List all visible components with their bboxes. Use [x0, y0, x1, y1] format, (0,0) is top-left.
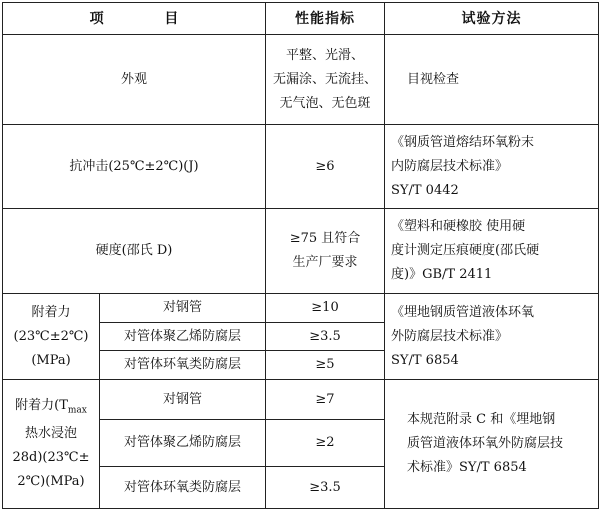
performance-spec-table — [2, 2, 599, 509]
row-hardness — [3, 209, 599, 294]
hardness-indicator — [266, 209, 385, 294]
hardness-method-line: 《塑料和硬橡胶 使用硬 — [391, 219, 526, 234]
adhesion-hot-group-line — [9, 394, 93, 423]
adhesion-group-label — [3, 294, 100, 380]
adhesion-hot-sub-value: ≥3.5 — [266, 467, 385, 509]
appearance-indicator — [266, 35, 385, 125]
appearance-method: 目视检查 — [385, 35, 599, 125]
adhesion-hot-method — [385, 380, 599, 509]
impact-method-line: 《钢质管道熔结环氧粉末 — [391, 134, 535, 150]
adhesion-hot-sub-value: ≥7 — [266, 380, 385, 420]
adhesion-hot-sub-label: 对管体聚乙烯防腐层 — [100, 420, 266, 467]
adhesion-hot-group-label — [3, 380, 100, 509]
appearance-item: 外观 — [3, 35, 266, 125]
header-item: 项 目 — [3, 3, 266, 35]
adhesion-sub-value: ≥10 — [266, 294, 385, 323]
row-adhesion-hot-steel — [3, 380, 599, 420]
hardness-method — [385, 209, 599, 294]
impact-item: 抗冲击(25℃±2℃)(J) — [3, 125, 266, 209]
adhesion-sub-value: ≥5 — [266, 351, 385, 380]
adhesion-sub-label: 对管体环氧类防腐层 — [100, 351, 266, 380]
row-adhesion-steel — [3, 294, 599, 323]
adhesion-hot-method-line: 本规范附录 C 和《埋地钢 — [407, 412, 556, 427]
adhesion-hot-method-line: 术标准》SY/T 6854 — [407, 460, 527, 475]
adhesion-sub-value: ≥3.5 — [266, 323, 385, 351]
row-impact — [3, 125, 599, 209]
adhesion-method-line: 外防腐层技术标准》 — [391, 328, 509, 344]
adhesion-hot-method-line: 质管道液体环氧外防腐层技 — [407, 436, 564, 451]
impact-method-line: SY/T 0442 — [391, 182, 459, 198]
adhesion-method-line: 《埋地钢质管道液体环氧 — [391, 304, 535, 320]
adhesion-method — [385, 294, 599, 380]
hardness-item: 硬度(邵氏 D) — [3, 209, 266, 294]
adhesion-hot-prefix: 附着力(T — [15, 397, 68, 413]
appearance-indicator-line: 无气泡、无色斑 — [279, 95, 371, 111]
appearance-indicator-line: 平整、光滑、 — [285, 47, 364, 63]
hardness-indicator-line: ≥75 且符合 — [289, 231, 361, 246]
hardness-method-line: 度计测定压痕硬度(邵氏硬 — [391, 243, 540, 258]
row-appearance — [3, 35, 599, 125]
adhesion-hot-group-line: 2℃)(MPa) — [17, 474, 85, 490]
impact-indicator: ≥6 — [266, 125, 385, 209]
header-row — [3, 3, 599, 35]
adhesion-hot-sub-label: 对钢管 — [100, 380, 266, 420]
adhesion-hot-group-line: 热水浸泡 — [24, 426, 77, 442]
impact-method-line: 内防腐层技术标准》 — [391, 158, 509, 174]
header-method: 试验方法 — [385, 3, 599, 35]
adhesion-hot-group-line: 28d)(23℃± — [12, 450, 90, 466]
hardness-indicator-line: 生产厂要求 — [292, 255, 358, 270]
adhesion-sub-label: 对钢管 — [100, 294, 266, 323]
appearance-indicator-line: 无漏涂、无流挂、 — [272, 71, 377, 87]
adhesion-hot-sub-value: ≥2 — [266, 420, 385, 467]
header-indicator: 性能指标 — [266, 3, 385, 35]
adhesion-hot-sub-label: 对管体环氧类防腐层 — [100, 467, 266, 509]
impact-method — [385, 125, 599, 209]
adhesion-sub-label: 对管体聚乙烯防腐层 — [100, 323, 266, 351]
adhesion-hot-sub: max — [67, 405, 87, 416]
adhesion-group-line: (MPa) — [31, 352, 71, 368]
adhesion-group-line: (23℃±2℃) — [13, 328, 89, 344]
adhesion-method-line: SY/T 6854 — [391, 352, 459, 368]
hardness-method-line: 度)》GB/T 2411 — [391, 267, 493, 282]
adhesion-group-line: 附着力 — [31, 304, 71, 320]
